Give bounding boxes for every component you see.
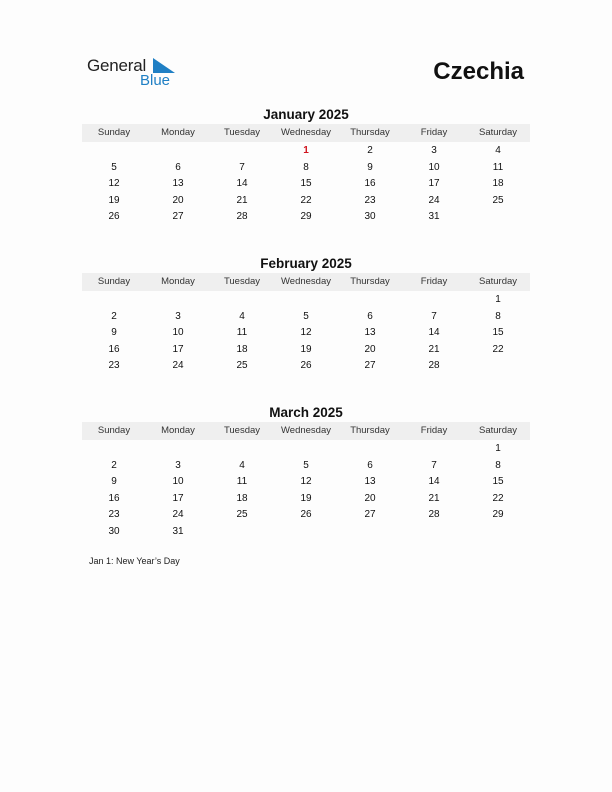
week-row (82, 474, 530, 491)
week-row (82, 176, 530, 193)
weekday-label: Saturday (478, 425, 518, 436)
month-title: March 2025 (269, 405, 343, 420)
weekday-label: Wednesday (281, 127, 331, 138)
weekday-label: Saturday (478, 127, 518, 138)
weekday-label: Monday (161, 127, 195, 138)
week-row (82, 491, 530, 508)
day-cell: 27 (364, 360, 376, 371)
empty-day-cell (338, 441, 402, 458)
weekday-label: Wednesday (281, 276, 331, 287)
weekday-label: Tuesday (223, 425, 261, 436)
month-calendar (82, 404, 530, 540)
day-cell: 23 (108, 509, 120, 520)
empty-day-cell (210, 441, 274, 458)
logo (87, 56, 187, 92)
day-cell: 24 (428, 194, 440, 206)
empty-day-cell (466, 524, 530, 541)
empty-day-cell (274, 292, 338, 309)
weekday-label: Monday (161, 425, 195, 436)
day-cell: 10 (172, 476, 184, 487)
empty-day-cell (210, 143, 274, 160)
day-cell: 27 (364, 509, 376, 520)
week-row (82, 342, 530, 359)
day-cell: 20 (364, 343, 376, 355)
day-cell: 6 (367, 310, 373, 322)
day-cell: 17 (428, 178, 440, 189)
day-cell: 24 (172, 509, 184, 520)
day-cell: 26 (300, 509, 312, 520)
weekday-label: Saturday (478, 276, 518, 287)
day-cell: 4 (239, 459, 245, 471)
day-cell: 6 (367, 459, 373, 471)
day-cell: 25 (236, 509, 248, 520)
day-cell: 15 (300, 178, 312, 189)
day-cell: 18 (236, 343, 248, 355)
holiday-notes (89, 556, 180, 566)
week-row (82, 458, 530, 475)
day-cell: 8 (495, 459, 501, 471)
day-cell: 28 (236, 211, 248, 222)
weekday-label: Thursday (350, 276, 390, 287)
weekday-label: Friday (420, 425, 448, 436)
day-cell: 1 (303, 145, 309, 156)
week-row (82, 209, 530, 226)
day-cell: 29 (300, 211, 312, 222)
day-cell: 12 (300, 327, 312, 338)
holiday-note: Jan 1: New Year’s Day (89, 556, 180, 566)
day-cell: 3 (175, 459, 181, 471)
logo-blue-text: Blue (140, 72, 171, 89)
day-cell: 28 (428, 360, 440, 371)
day-cell: 22 (492, 492, 504, 504)
logo-general-text: General (87, 56, 147, 75)
day-cell: 7 (431, 459, 437, 471)
day-cell: 31 (172, 525, 184, 537)
day-cell: 8 (495, 310, 501, 322)
day-cell: 22 (300, 194, 312, 206)
day-cell: 9 (111, 476, 117, 487)
month-title: January 2025 (263, 107, 349, 122)
weekday-label: Sunday (97, 127, 131, 138)
weekday-label: Thursday (350, 127, 390, 138)
day-cell: 5 (111, 161, 117, 173)
empty-day-cell (338, 292, 402, 309)
week-row (82, 193, 530, 210)
day-cell: 21 (428, 492, 440, 504)
day-cell: 21 (236, 194, 248, 206)
day-cell: 19 (300, 343, 312, 355)
empty-day-cell (82, 441, 146, 458)
empty-day-cell (402, 441, 466, 458)
day-cell: 12 (108, 178, 120, 189)
day-cell: 1 (495, 294, 501, 305)
day-cell: 19 (300, 492, 312, 504)
empty-day-cell (82, 143, 146, 160)
day-cell: 23 (108, 360, 120, 371)
day-cell: 4 (495, 145, 501, 156)
empty-day-cell (146, 441, 210, 458)
day-cell: 22 (492, 343, 504, 355)
day-cell: 11 (236, 327, 248, 338)
day-cell: 5 (303, 310, 309, 322)
day-cell: 16 (108, 343, 120, 355)
weeks-grid (82, 292, 530, 375)
weekday-label: Tuesday (223, 276, 261, 287)
day-cell: 14 (428, 476, 440, 487)
empty-day-cell (402, 524, 466, 541)
week-row (82, 441, 530, 458)
day-cell: 2 (367, 145, 373, 156)
empty-day-cell (274, 524, 338, 541)
week-row (82, 325, 530, 342)
month-calendar (82, 255, 530, 375)
day-cell: 3 (431, 145, 437, 156)
weekday-label: Friday (420, 127, 448, 138)
empty-day-cell (274, 441, 338, 458)
day-cell: 19 (108, 194, 120, 206)
week-row (82, 160, 530, 177)
day-cell: 27 (172, 211, 184, 222)
weekday-header-row (82, 124, 530, 142)
weekday-label: Sunday (97, 425, 131, 436)
day-cell: 4 (239, 310, 245, 322)
day-cell: 26 (108, 211, 120, 222)
weekday-label: Thursday (350, 425, 390, 436)
empty-day-cell (210, 524, 274, 541)
day-cell: 2 (111, 459, 117, 471)
day-cell: 17 (172, 343, 184, 355)
weekday-header-row (82, 422, 530, 440)
day-cell: 18 (492, 178, 504, 189)
week-row (82, 507, 530, 524)
weekday-label: Sunday (97, 276, 131, 287)
day-cell: 3 (175, 310, 181, 322)
day-cell: 20 (364, 492, 376, 504)
day-cell: 18 (236, 492, 248, 504)
week-row (82, 524, 530, 541)
day-cell: 21 (428, 343, 440, 355)
week-row (82, 309, 530, 326)
week-row (82, 358, 530, 375)
day-cell: 30 (364, 211, 376, 222)
day-cell: 15 (492, 476, 504, 487)
day-cell: 13 (172, 178, 184, 189)
day-cell: 20 (172, 194, 184, 206)
day-cell: 11 (236, 476, 248, 487)
weekday-label: Monday (161, 276, 195, 287)
day-cell: 25 (236, 360, 248, 371)
day-cell: 16 (108, 492, 120, 504)
day-cell: 26 (300, 360, 312, 371)
day-cell: 7 (431, 310, 437, 322)
day-cell: 6 (175, 161, 181, 173)
day-cell: 9 (367, 161, 373, 173)
day-cell: 8 (303, 161, 309, 173)
empty-day-cell (146, 143, 210, 160)
day-cell: 14 (236, 178, 248, 189)
day-cell: 13 (364, 476, 376, 487)
weekday-header-row (82, 273, 530, 291)
day-cell: 30 (108, 525, 120, 537)
day-cell: 25 (492, 194, 504, 206)
weekday-label: Wednesday (281, 425, 331, 436)
day-cell: 24 (172, 360, 184, 371)
day-cell: 11 (492, 161, 504, 173)
day-cell: 5 (303, 459, 309, 471)
day-cell: 10 (428, 161, 440, 173)
empty-day-cell (146, 292, 210, 309)
day-cell: 14 (428, 327, 440, 338)
day-cell: 7 (239, 161, 245, 173)
day-cell: 15 (492, 327, 504, 338)
day-cell: 9 (111, 327, 117, 338)
empty-day-cell (338, 524, 402, 541)
weekday-label: Tuesday (223, 127, 261, 138)
day-cell: 17 (172, 492, 184, 504)
month-title: February 2025 (260, 256, 352, 271)
day-cell: 28 (428, 509, 440, 520)
day-cell: 12 (300, 476, 312, 487)
empty-day-cell (210, 292, 274, 309)
day-cell: 29 (492, 509, 504, 520)
day-cell: 13 (364, 327, 376, 338)
weekday-label: Friday (420, 276, 448, 287)
week-row (82, 292, 530, 309)
empty-day-cell (402, 292, 466, 309)
week-row (82, 143, 530, 160)
day-cell: 16 (364, 178, 376, 189)
day-cell: 23 (364, 194, 376, 206)
empty-day-cell (82, 292, 146, 309)
country-title: Czechia (433, 58, 524, 85)
weeks-grid (82, 441, 530, 540)
day-cell: 1 (495, 443, 501, 454)
empty-day-cell (466, 209, 530, 226)
day-cell: 2 (111, 310, 117, 322)
day-cell: 31 (428, 211, 440, 222)
day-cell: 10 (172, 327, 184, 338)
weeks-grid (82, 143, 530, 226)
empty-day-cell (466, 358, 530, 375)
month-calendar (82, 106, 530, 226)
